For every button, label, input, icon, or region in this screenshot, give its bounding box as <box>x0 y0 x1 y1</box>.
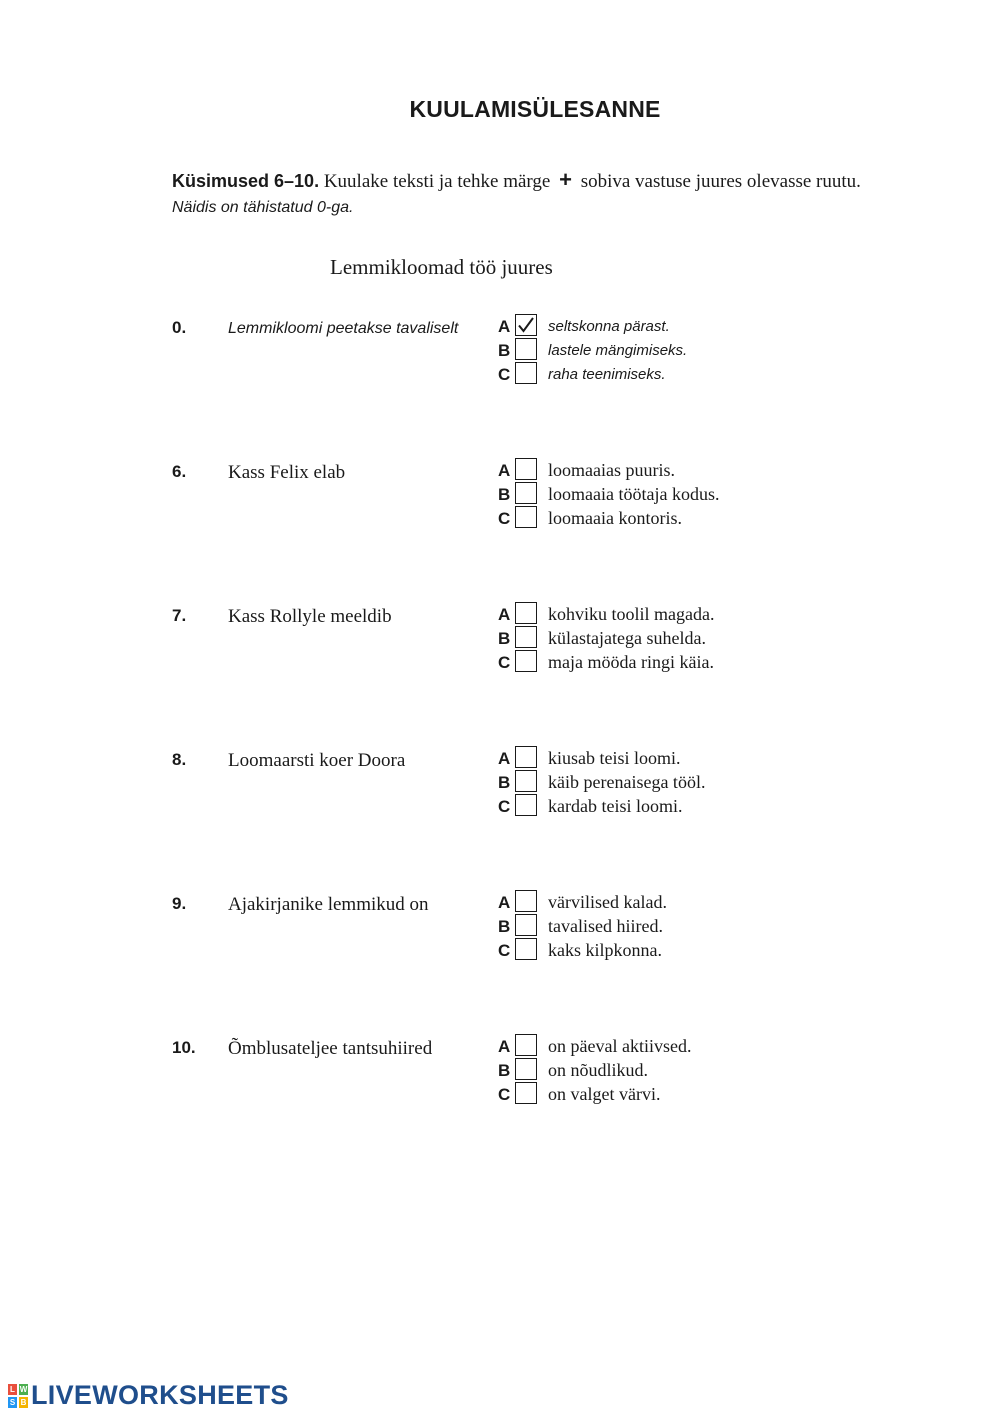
option-text: kiusab teisi loomi. <box>548 748 681 768</box>
answer-checkbox[interactable] <box>515 1058 537 1080</box>
question-text: Lemmikloomi peetakse tavaliselt <box>228 320 459 337</box>
option-text: on nõudlikud. <box>548 1060 649 1080</box>
option-letter: C <box>498 941 511 960</box>
option-text: loomaaia töötaja kodus. <box>548 484 720 504</box>
answer-checkbox[interactable] <box>515 482 537 504</box>
question-7 <box>172 606 872 686</box>
option-text: maja mööda ringi käia. <box>548 652 714 672</box>
logo-text: LIVEWORKSHEETS <box>31 1380 289 1410</box>
option-text: on päeval aktiivsed. <box>548 1036 692 1056</box>
instructions-text-end: sobiva vastuse juures olevasse ruutu. <box>580 171 861 192</box>
option-text: tavalised hiired. <box>548 916 663 936</box>
answer-checkbox[interactable] <box>515 650 537 672</box>
logo-mark-tile: L <box>8 1384 17 1395</box>
question-8 <box>172 750 872 830</box>
question-9 <box>172 894 872 974</box>
answer-checkbox[interactable] <box>515 1082 537 1104</box>
option-text: raha teenimiseks. <box>548 366 666 383</box>
question-number: 7. <box>172 606 187 625</box>
option-text: käib perenaisega tööl. <box>548 772 706 792</box>
option-text: kaks kilpkonna. <box>548 940 662 960</box>
checkmark-icon <box>517 316 535 334</box>
instructions-lead: Küsimused 6–10. <box>172 171 320 191</box>
question-text: Ajakirjanike lemmikud on <box>228 894 429 915</box>
option-text: loomaaias puuris. <box>548 460 675 480</box>
option-text: värvilised kalad. <box>548 892 667 912</box>
option-letter: C <box>498 509 511 528</box>
option-letter: A <box>498 893 511 912</box>
option-letter: C <box>498 1085 511 1104</box>
question-0 <box>172 318 872 398</box>
answer-checkbox[interactable] <box>515 770 537 792</box>
liveworksheets-logo <box>8 1380 289 1411</box>
answer-checkbox[interactable] <box>515 746 537 768</box>
option-letter: B <box>498 485 511 504</box>
answer-checkbox[interactable] <box>515 626 537 648</box>
option-letter: B <box>498 773 511 792</box>
question-text: Õmblusateljee tantsuhiired <box>228 1038 433 1059</box>
option-letter: B <box>498 917 511 936</box>
option-letter: C <box>498 653 511 672</box>
option-text: on valget värvi. <box>548 1084 661 1104</box>
section-subtitle: Lemmikloomad töö juures <box>330 255 553 279</box>
answer-checkbox[interactable] <box>515 506 537 528</box>
option-text: lastele mängimiseks. <box>548 342 688 359</box>
answer-checkbox[interactable] <box>515 914 537 936</box>
answer-checkbox[interactable] <box>515 314 537 336</box>
plus-sign-icon: + <box>559 167 572 192</box>
question-number: 8. <box>172 750 187 769</box>
option-text: seltskonna pärast. <box>548 318 670 335</box>
option-letter: C <box>498 365 511 384</box>
answer-checkbox[interactable] <box>515 938 537 960</box>
option-text: kardab teisi loomi. <box>548 796 683 816</box>
question-number: 9. <box>172 894 187 913</box>
question-number: 10. <box>172 1038 196 1057</box>
question-text: Kass Felix elab <box>228 462 346 483</box>
question-6 <box>172 462 872 542</box>
answer-checkbox[interactable] <box>515 338 537 360</box>
question-10 <box>172 1038 872 1118</box>
logo-mark-tile: B <box>20 1397 27 1407</box>
logo-mark-tile: W <box>19 1384 28 1394</box>
option-text: loomaaia kontoris. <box>548 508 682 528</box>
liveworksheets-logo-mark-icon <box>8 1384 28 1408</box>
option-letter: A <box>498 317 511 336</box>
option-letter: B <box>498 1061 511 1080</box>
instructions-text: Kuulake teksti ja tehke märge <box>323 171 551 192</box>
option-text: kohviku toolil magada. <box>548 604 715 624</box>
question-text: Kass Rollyle meeldib <box>228 606 392 627</box>
question-number: 0. <box>172 318 187 337</box>
answer-checkbox[interactable] <box>515 794 537 816</box>
sample-note: Näidis on tähistatud 0-ga. <box>172 199 354 216</box>
option-letter: A <box>498 461 511 480</box>
option-letter: B <box>498 341 511 360</box>
answer-checkbox[interactable] <box>515 602 537 624</box>
option-letter: C <box>498 797 511 816</box>
option-letter: A <box>498 605 511 624</box>
page-title: KUULAMISÜLESANNE <box>409 96 661 122</box>
question-text: Loomaarsti koer Doora <box>228 750 406 771</box>
answer-checkbox[interactable] <box>515 1034 537 1056</box>
answer-checkbox[interactable] <box>515 458 537 480</box>
instructions <box>172 167 932 221</box>
option-letter: A <box>498 749 511 768</box>
answer-checkbox[interactable] <box>515 362 537 384</box>
question-number: 6. <box>172 462 187 481</box>
answer-checkbox[interactable] <box>515 890 537 912</box>
logo-mark-tile: S <box>9 1397 16 1407</box>
option-text: külastajatega suhelda. <box>548 628 706 648</box>
option-letter: B <box>498 629 511 648</box>
option-letter: A <box>498 1037 511 1056</box>
